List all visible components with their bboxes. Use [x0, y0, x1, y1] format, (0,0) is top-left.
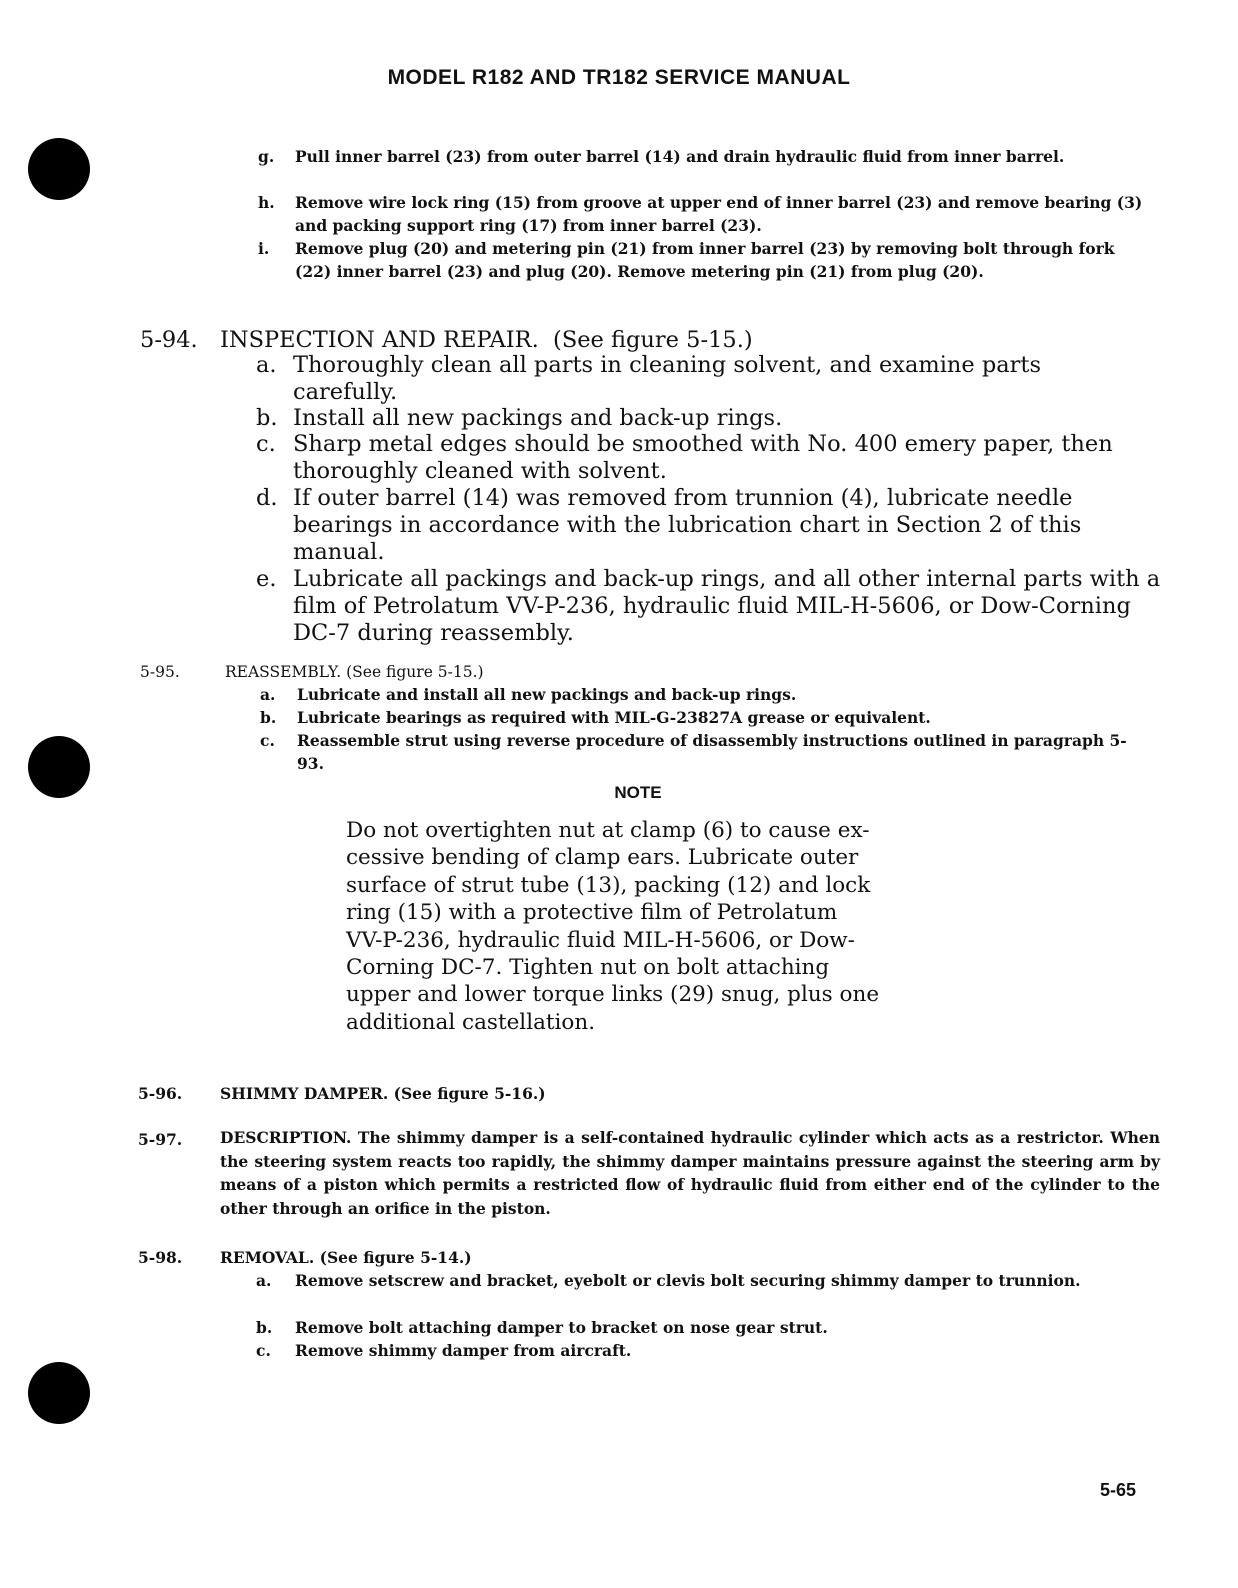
step-text: Lubricate all packings and back-up rings, and all other internal parts with a film of Petrolatum VV-P-236, hydraulic fluid MIL-H-5606, or Dow-Corning DC-7 during reassembly.: [293, 566, 1161, 646]
step-letter: b.: [260, 708, 277, 727]
step-text: Reassemble strut using reverse procedure of disassembly instructions outlined in paragraph 5-93.: [297, 731, 1127, 773]
note-line: surface of strut tube (13), packing (12) and lock: [346, 873, 871, 898]
section-number: 5-94.: [140, 327, 198, 353]
section-heading: INSPECTION AND REPAIR. (See figure 5-15.): [220, 327, 753, 353]
step-text: Pull inner barrel (23) from outer barrel (14) and drain hydraulic fluid from inner barrel.: [295, 147, 1065, 166]
note-line: additional castellation.: [346, 1010, 596, 1035]
step-text: Thoroughly clean all parts in cleaning solvent, and examine parts carefully.: [293, 352, 1042, 405]
step-letter: b.: [256, 405, 278, 431]
page-number: 5-65: [1100, 1480, 1137, 1500]
step-letter: c.: [260, 731, 275, 750]
step-text: Remove plug (20) and metering pin (21) from inner barrel (23) by removing bolt through fork (22) inner barrel (23) and plug (20). Remove metering pin (21) from plug (20).: [295, 239, 1115, 281]
binder-hole-bottom: [28, 1362, 90, 1424]
note-line: upper and lower torque links (29) snug, plus one: [346, 982, 880, 1007]
step-text: Remove shimmy damper from aircraft.: [295, 1341, 632, 1360]
step-letter: a.: [256, 352, 277, 378]
step-letter: d.: [256, 485, 278, 511]
note-line: cessive bending of clamp ears. Lubricate outer: [346, 845, 859, 870]
step-letter: c.: [256, 1341, 271, 1360]
step-letter: e.: [256, 566, 277, 592]
note-line: VV-P-236, hydraulic fluid MIL-H-5606, or Dow-: [346, 928, 855, 953]
step-text: Remove wire lock ring (15) from groove at upper end of inner barrel (23) and remove bearing (3) and packing support ring (17) from inner barrel (23).: [295, 193, 1143, 235]
step-letter: a.: [256, 1271, 272, 1290]
note-line: ring (15) with a protective film of Petrolatum: [346, 900, 838, 925]
step-text: Lubricate bearings as required with MIL-G-23827A grease or equivalent.: [297, 708, 931, 727]
step-letter: a.: [260, 685, 276, 704]
step-text: If outer barrel (14) was removed from trunnion (4), lubricate needle bearings in accordance with the lubrication chart in Section 2 of this manual.: [293, 485, 1082, 565]
section-number: 5-97.: [138, 1130, 183, 1149]
step-letter: h.: [258, 193, 275, 212]
step-letter: g.: [258, 147, 275, 166]
description-paragraph: DESCRIPTION. The shimmy damper is a self-contained hydraulic cylinder which acts as a restrictor. When the steering system reacts too rapidly, the shimmy damper maintains pressure against the steering arm by means of a piston which permits a restricted flow of hydraulic fluid from either end of the cylinder to the other through an orifice in the piston.: [220, 1128, 1160, 1218]
note-line: Corning DC-7. Tighten nut on bolt attaching: [346, 955, 830, 980]
section-number: 5-95.: [140, 663, 180, 681]
section-heading: REMOVAL. (See figure 5-14.): [220, 1248, 472, 1267]
step-letter: b.: [256, 1318, 273, 1337]
section-number: 5-96.: [138, 1084, 183, 1103]
section-heading: REASSEMBLY. (See figure 5-15.): [225, 663, 484, 681]
step-letter: c.: [256, 431, 276, 457]
step-letter: i.: [258, 239, 270, 258]
page-header: MODEL R182 AND TR182 SERVICE MANUAL: [387, 66, 851, 89]
section-heading: SHIMMY DAMPER. (See figure 5-16.): [220, 1084, 546, 1103]
section-number: 5-98.: [138, 1248, 183, 1267]
step-text: Remove setscrew and bracket, eyebolt or clevis bolt securing shimmy damper to trunnion.: [295, 1271, 1081, 1290]
step-text: Remove bolt attaching damper to bracket on nose gear strut.: [295, 1318, 828, 1337]
step-text: Install all new packings and back-up rings.: [293, 405, 783, 431]
note-title: NOTE: [614, 783, 662, 802]
step-text: Lubricate and install all new packings and back-up rings.: [297, 685, 797, 704]
binder-hole-top: [28, 138, 90, 200]
note-line: Do not overtighten nut at clamp (6) to cause ex-: [346, 818, 870, 843]
step-text: Sharp metal edges should be smoothed with No. 400 emery paper, then thoroughly cleaned with solvent.: [293, 431, 1113, 484]
